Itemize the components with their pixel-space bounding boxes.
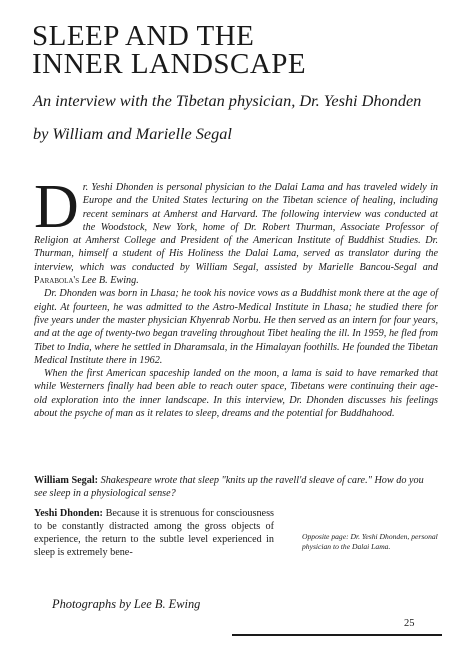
question-text: Shakespeare wrote that sleep "knits up the ravell'd sleave of care." How do you see sleep in a physiological sense? [34, 475, 424, 499]
photo-caption: Opposite page: Dr. Yeshi Dhonden, personal physician to the Dalai Lama. [302, 532, 438, 551]
article-title [32, 22, 432, 78]
answer-text: Because it is strenuous for consciousness to be constantly distracted among the gross objects of experience, the return to the subtle level experienced in sleep is extremely bene- [34, 508, 274, 558]
page-number: 25 [404, 618, 415, 629]
article-subtitle: An interview with the Tibetan physician, Dr. Yeshi Dhonden [33, 91, 422, 110]
footer-rule [232, 634, 442, 636]
photo-credit: Photographs by Lee B. Ewing [52, 597, 201, 611]
interview-answer [34, 507, 274, 559]
question-speaker: William Segal: [34, 475, 99, 486]
intro-p1-end: Lee B. Ewing. [79, 275, 139, 287]
interview-question [34, 474, 438, 500]
magazine-name: Parabola's [34, 275, 80, 287]
answer-speaker: Yeshi Dhonden: [34, 508, 103, 519]
title-line-1: SLEEP AND THE [32, 20, 255, 52]
intro-paragraph-1 [34, 173, 438, 287]
intro-paragraph-3: When the first American spaceship landed on the moon, a lama is said to have remarked that while Westerners finally had been able to reach outer space, Tibetans were continuing their age-old exploration into the inner landscape. In this interview, Dr. Dhonden discusses his feelings about the psyche of man as it relates to sleep, dreams and the potential for Buddhahood. [34, 368, 438, 420]
drop-cap: D [34, 173, 79, 241]
intro-text [34, 173, 438, 420]
intro-paragraph-2: Dr. Dhonden was born in Lhasa; he took his novice vows as a Buddhist monk there at the age of eight. At fourteen, he was admitted to the Astro-Medical Institute in Lhasa; he studied there for five years under the master physician Khyenrab Norbu. He then served as an intern for four years, and at the age of twenty-two began traveling throughout Tibet healing the ill. In 1959, he fled from Tibet to India, where he settled in Dharamsala, in the Himalayan foothills. He founded the Tibetan Medical Institute there in 1962. [34, 288, 438, 366]
article-byline: by William and Marielle Segal [33, 124, 232, 143]
intro-p1-text: r. Yeshi Dhonden is personal physician to the Dalai Lama and has traveled widely in Europe and the United States lecturing on the Tibetan science of healing, including recent seminars at Amherst and Harvard. The following interview was conducted at the Woodstock, New York, home of Dr. Robert Thurman, Associate Professor of Religion at Amherst College and President of the American Institute of Buddhist Studies. Dr. Thurman, himself a student of His Holiness the Dalai Lama, served as translator during the interview, which was conducted by William Segal, assisted by Marielle Bancou-Segal and [34, 182, 438, 273]
title-line-2: INNER LANDSCAPE [32, 48, 307, 80]
